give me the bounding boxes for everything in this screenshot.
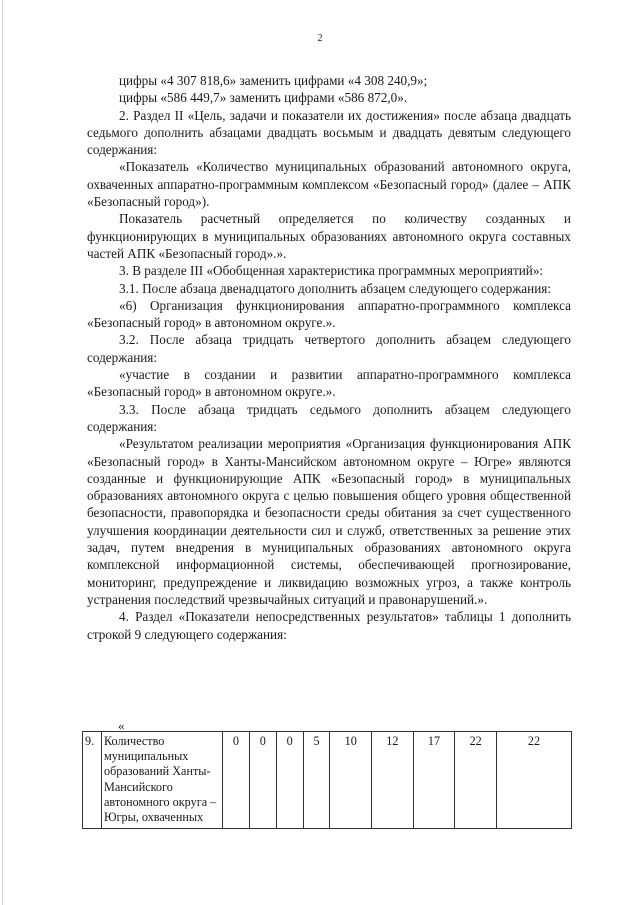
row-name: Количество муниципальных образований Ханты-Мансийского автономного округа – Югры, охваченных: [102, 732, 223, 829]
page-number: 2: [317, 33, 323, 44]
paragraph: «участие в создании и развитии аппаратно-программного комплекса «Безопасный город» в автономном округе.».: [87, 367, 571, 400]
paragraph: 4. Раздел «Показатели непосредственных результатов» таблицы 1 дополнить строкой 9 следующего содержания:: [87, 609, 571, 642]
value-cell: 17: [413, 732, 455, 829]
paragraph: 3.2. После абзаца тридцать четвертого дополнить абзацем следующего содержания:: [87, 332, 571, 365]
value-cell: 0: [249, 732, 276, 829]
value-cell: 22: [455, 732, 497, 829]
paragraph: 2. Раздел II «Цель, задачи и показатели их достижения» после абзаца двадцать седьмого дополнить абзацами двадцать восьмым и двадцать девятым следующего содержания:: [87, 107, 571, 158]
value-cell: 0: [276, 732, 303, 829]
paragraph: «Показатель «Количество муниципальных образований автономного округа, охваченных аппаратно-программным комплексом «Безопасный город» (далее – АПК «Безопасный город»).: [87, 159, 571, 210]
scan-edge: [2, 0, 3, 905]
paragraph: 3.3. После абзаца тридцать седьмого дополнить абзацем следующего содержания:: [87, 401, 571, 434]
document-body: [87, 72, 571, 643]
value-cell: 22: [497, 732, 572, 829]
paragraph: Показатель расчетный определяется по количеству созданных и функционирующих в муниципальных образованиях автономного округа составных частей АПК «Безопасный город».».: [87, 211, 571, 261]
paragraph: цифры «586 449,7» заменить цифрами «586 872,0».: [119, 90, 408, 106]
opening-quote: «: [118, 718, 125, 733]
paragraph: «6) Организация функционирования аппаратно-программного комплекса «Безопасный город» в автономном округе.».: [87, 297, 571, 331]
value-cell: 5: [303, 732, 330, 829]
paragraph: цифры «4 307 818,6» заменить цифрами «4 308 240,9»;: [119, 73, 428, 88]
table-row: [83, 732, 572, 829]
value-cell: 12: [372, 732, 414, 829]
paragraph: 3. В разделе III «Обобщенная характеристика программных мероприятий»:: [119, 263, 544, 279]
paragraph: «Результатом реализации мероприятия «Организация функционирования АПК «Безопасный город» в Ханты-Мансийском автономном округе – Югре» являются созданные и функционирующие АПК «Безопасный город» в муниципальных образованиях автономного округа с целью повышения общего уровня общественной безопасности, правопорядка и безопасности среды обитания за счет существенного улучшения координации деятельности сил и служб, ответственных за решение этих задач, путем внедрения в муниципальных образованиях автономного округа комплексной информационной системы, обеспечивающей прогнозирование, мониторинг, предупреждение и ликвидацию возможных угроз, а также контроль устранения последствий чрезвычайных ситуаций и правонарушений.».: [87, 436, 571, 607]
value-cell: 0: [223, 732, 250, 829]
value-cell: 10: [330, 732, 372, 829]
row-number: 9.: [83, 732, 102, 829]
indicator-table: [82, 731, 572, 829]
paragraph: 3.1. После абзаца двенадцатого дополнить абзацем следующего содержания:: [119, 280, 552, 296]
